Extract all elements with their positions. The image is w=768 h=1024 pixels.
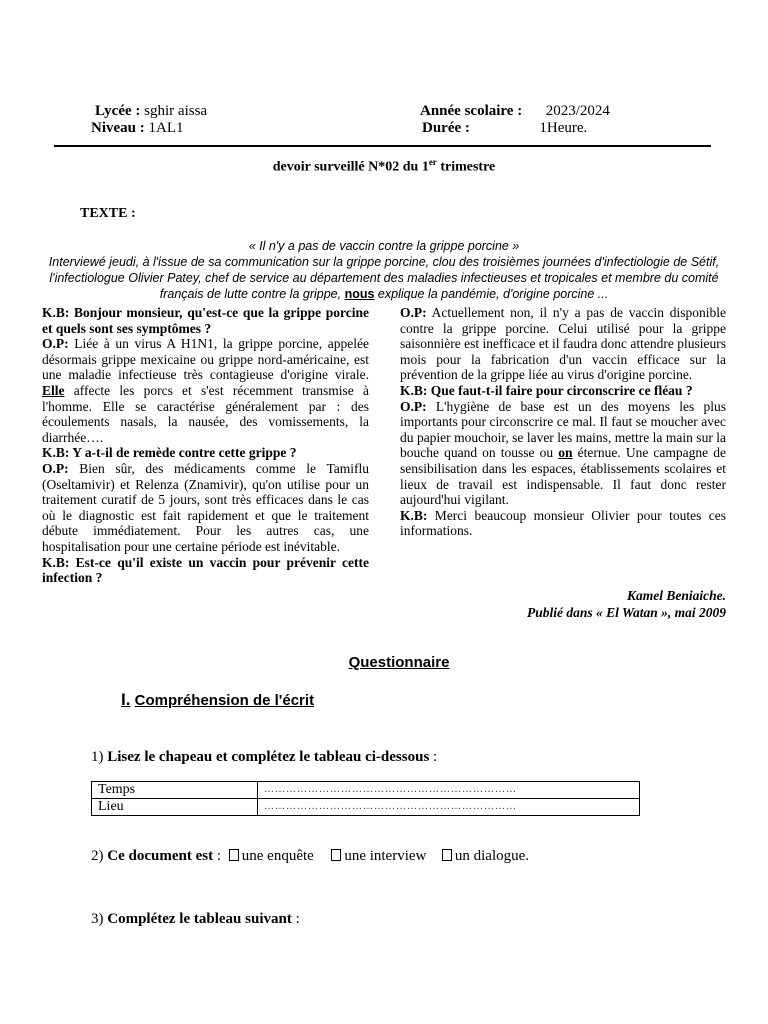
- table-answer-field[interactable]: ……………………………………………………………: [258, 782, 640, 799]
- exam-title-sup: er: [428, 157, 437, 167]
- table-row: [92, 799, 640, 816]
- lycee-value: sghir aissa: [144, 103, 208, 119]
- annee-label: Année scolaire :: [420, 103, 523, 119]
- temps-lieu-table: [91, 781, 640, 816]
- exam-title-main: devoir surveillé N*02 du 1: [272, 159, 429, 175]
- q3-text: Complétez le tableau suivant: [107, 911, 292, 927]
- q1-colon: :: [429, 749, 438, 765]
- option-interview: une interview: [344, 848, 427, 864]
- chapeau-body: [40, 254, 728, 302]
- chapeau-emph: nous: [344, 287, 375, 301]
- checkbox-enquete[interactable]: [229, 849, 239, 861]
- answer-3: [400, 305, 726, 383]
- table-row: [92, 782, 640, 799]
- q3-number: 3): [91, 911, 104, 927]
- table-answer-field[interactable]: ……………………………………………………………: [258, 799, 640, 816]
- answer-1-text-2: affecte les porcs et s'est récemment transmise à l'homme. Elle se caractérise généralement par : des écoulements nasals, la nausée, des vomissements, la diarrhée….: [42, 382, 369, 445]
- section-heading: [121, 690, 314, 710]
- exam-title-end: trimestre: [436, 159, 496, 175]
- niveau-label: Niveau :: [91, 120, 145, 136]
- checkbox-dialogue[interactable]: [442, 849, 452, 861]
- exam-title: [0, 157, 768, 176]
- interview-right-column: [400, 305, 726, 539]
- niveau-value: 1AL1: [148, 120, 184, 136]
- duree-line: [422, 120, 587, 137]
- section-number: I.: [121, 690, 131, 709]
- answer-1-emph: Elle: [42, 382, 65, 398]
- speaker-op: O.P:: [42, 460, 69, 476]
- chapeau-text-1: Interviewé jeudi, à l'issue de sa communication sur la grippe porcine, clou des troisièmes journées d'infectiologie de Sétif, l'infectiologue Olivier Patey, chef de service au département des maladies infectieuses et tropicales et membre du comité français de lutte contre la grippe,: [48, 255, 720, 301]
- table-key: Lieu: [92, 799, 258, 816]
- duree-value: 1Heure.: [539, 120, 588, 136]
- answer-3-text: Actuellement non, il n'y a pas de vaccin disponible contre la grippe porcine. Celui utilisé pour la grippe saisonnière est inefficace et il faudra donc attendre plusieurs mois pour la fabrication d'un vaccin efficace sur la prévention de la grippe liée au virus d'origine porcine.: [400, 305, 726, 383]
- chapeau: [40, 238, 728, 302]
- question-line-3: [91, 911, 300, 928]
- annee-line: [420, 103, 610, 120]
- answer-1: [42, 336, 369, 445]
- q2-number: 2): [91, 848, 104, 864]
- author: Kamel Beniaiche.: [627, 588, 726, 603]
- answer-4: [400, 399, 726, 508]
- answer-4-emph: on: [558, 445, 573, 461]
- answer-4-text-2: éternue. Une campagne de sensibilisation dans les espaces, établissements scolaires et lieux de travail est indispensable. Il faut donc rester aujourd'hui vigilant.: [400, 445, 726, 508]
- question-2: K.B: Y a-t-il de remède contre cette grippe ?: [42, 445, 297, 461]
- duree-label: Durée :: [422, 120, 470, 136]
- q1-number: 1): [91, 749, 104, 765]
- chapeau-title: « Il n'y a pas de vaccin contre la grippe porcine »: [248, 239, 520, 253]
- q3-colon: :: [291, 911, 300, 927]
- interview-left-column: [42, 305, 369, 586]
- q2-text: Ce document est: [107, 848, 214, 864]
- q2-colon: :: [213, 848, 221, 864]
- question-4: K.B: Que faut-t-il faire pour circonscrire ce fléau ?: [400, 382, 693, 398]
- lycee-label: Lycée :: [95, 103, 141, 119]
- chapeau-text-2: explique la pandémie, d'origine porcine ...: [374, 287, 609, 301]
- speaker-op: O.P:: [42, 336, 69, 352]
- lycee-line: [95, 103, 207, 120]
- niveau-line: [91, 120, 184, 137]
- speaker-op: O.P:: [400, 305, 427, 320]
- speaker-op: O.P:: [400, 398, 427, 414]
- table-key: Temps: [92, 782, 258, 799]
- answer-4-text-1: L'hygiène de base est un des moyens les plus importants pour circonscrire ce mal. Il faut se moucher avec du papier mouchoir, se laver les mains, mettre la main sur la bouche quand on tousse ou: [400, 398, 726, 461]
- question-line-2: [91, 848, 529, 865]
- questionnaire-title: Questionnaire: [348, 654, 450, 671]
- speaker-kb: K.B:: [400, 507, 428, 523]
- question-line-1: [91, 749, 437, 766]
- header-divider: [54, 145, 711, 147]
- question-3: K.B: Est-ce qu'il existe un vaccin pour prévenir cette infection ?: [42, 554, 369, 586]
- closing-text: Merci beaucoup monsieur Olivier pour toutes ces informations.: [400, 507, 726, 539]
- annee-value: 2023/2024: [545, 103, 610, 119]
- answer-1-text-1: Liée à un virus A H1N1, la grippe porcine, appelée désormais grippe mexicaine ou grippe nord-américaine, est une maladie infectieuse très contagieuse d'origine virale.: [42, 336, 369, 383]
- texte-label: TEXTE :: [80, 206, 136, 221]
- option-enquete: une enquête: [241, 848, 314, 864]
- section-label: Compréhension de l'écrit: [134, 692, 315, 709]
- closing-line: [400, 508, 726, 539]
- question-1: K.B: Bonjour monsieur, qu'est-ce que la grippe porcine et quels sont ses symptômes ?: [42, 305, 369, 336]
- checkbox-interview[interactable]: [331, 849, 341, 861]
- answer-2: [42, 461, 369, 555]
- q1-text: Lisez le chapeau et complétez le tableau ci-dessous: [107, 749, 430, 765]
- source: Publié dans « El Watan », mai 2009: [526, 605, 726, 620]
- option-dialogue: un dialogue.: [454, 848, 530, 864]
- answer-2-text: Bien sûr, des médicaments comme le Tamiflu (Oseltamivir) et Relenza (Znamivir), qu'on utilise pour un traitement curatif de 5 jours, sont très efficaces dans le cas où le diagnostic est fait rapidement et que le traitement débute immédiatement. Pour les autres cas, une hospitalisation pour une certaine période est inévitable.: [42, 460, 369, 554]
